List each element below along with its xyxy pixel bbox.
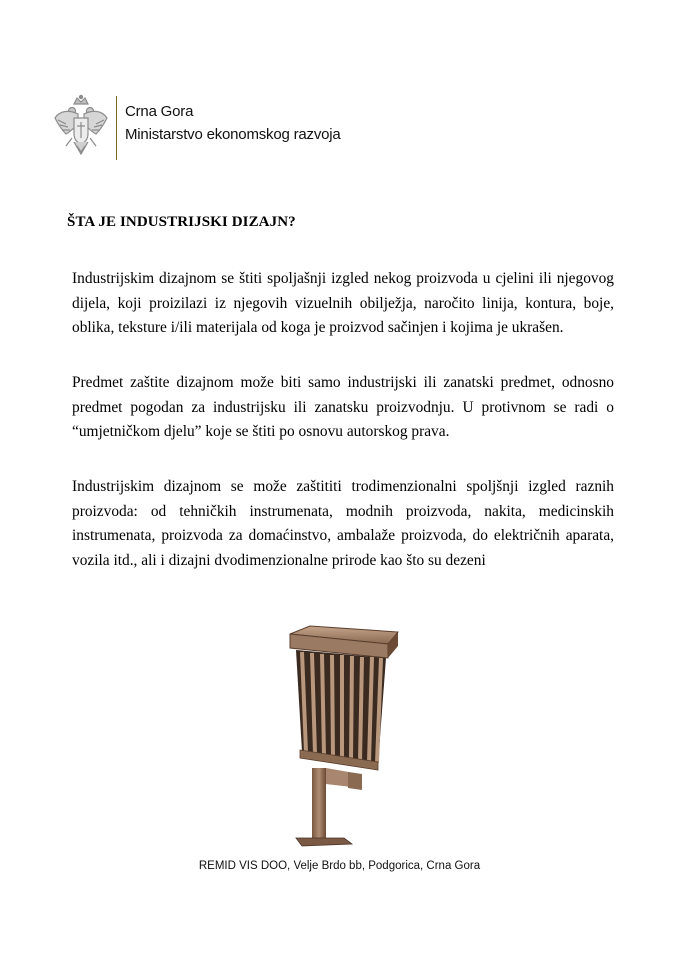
header-ministry: Ministarstvo ekonomskog razvoja	[125, 126, 341, 143]
product-litter-bin-image	[260, 612, 420, 848]
figure-caption: REMID VIS DOO, Velje Brdo bb, Podgorica, Crna Gora	[198, 860, 481, 872]
page-title: ŠTA JE INDUSTRIJSKI DIZAJN?	[67, 214, 296, 230]
header-country: Crna Gora	[125, 103, 194, 120]
paragraph-2: Predmet zaštite dizajnom može biti samo industrijski ili zanatski predmet, odnosno predmet pogodan za industrijsku ili zanatsku proizvodnju. U protivnom se radi o “umjetničkom djelu” koje se štiti po osnovu autorskog prava.	[72, 374, 614, 440]
paragraph-3: Industrijskim dizajnom se može zaštititi trodimenzionalni spoljšnji izgled raznih proizvoda: od tehničkih instrumenata, modnih proizvoda, nakita, medicinskih instrumenata, proizvoda za domaćinstvo, ambalaže proizvoda, do električnih aparata, vozila itd., ali i dizajni dvodimenzionalne prirode kao što su dezeni	[72, 478, 614, 569]
header-divider	[116, 96, 117, 160]
coat-of-arms-icon	[52, 94, 110, 160]
paragraph-1: Industrijskim dizajnom se štiti spoljašnji izgled nekog proizvoda u cjelini ili njegovog dijela, koji proizilazi iz njegovih vizuelnih obilježja, naročito linija, kontura, boje, oblika, teksture i/ili materijala od koga je proizvod sačinjen i kojima je ukrašen.	[72, 270, 614, 336]
header-institution	[125, 100, 341, 146]
